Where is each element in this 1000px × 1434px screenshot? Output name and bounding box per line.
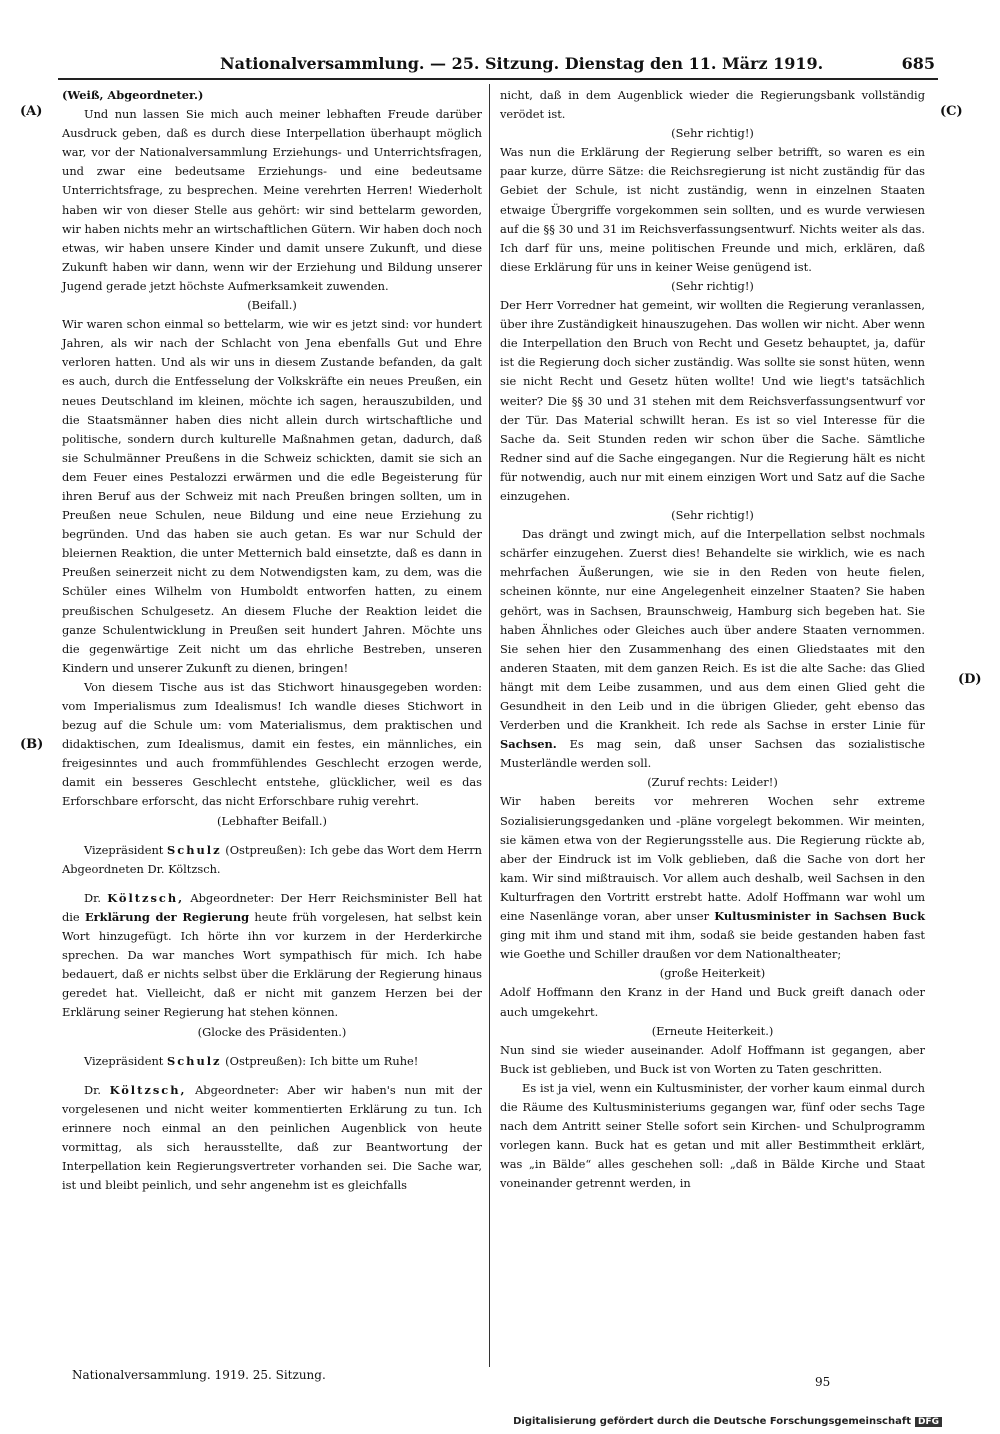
header-rule — [58, 78, 938, 80]
emphasis-text: Kultusminister in Sachsen Buck — [714, 909, 925, 924]
reaction: (Sehr richtig!) — [671, 126, 754, 141]
paragraph: Wir waren schon einmal so bettelarm, wie wir es jetzt sind: vor hundert Jahren, als wir nach der Schlacht von Jena ebenfalls Gut und Ehre verloren hatten. Und als wir uns in diesem Zustande befanden, da galt es auch, durch die Entfesselung der Volkskräfte ein neues Preußen, ein neues Deutschland im kleinen, möchte ich sagen, herauszubilden, und die Staatsmänner haben dies nicht allein durch wirtschaftliche und politische, sondern durch kulturelle Maßnahmen getan, dadurch, daß sie Schulmänner Preußens in die Schweiz schickten, damit sie sich an dem Feuer eines Pestalozzi erwärmen und die edle Begeisterung für ihren Beruf aus der Schweiz mit nach Preußen bringen sollten, um in Preußen neue Schulen, neue Bildung und eine neue Erziehung zu begründen. Und das haben sie auch getan. Es war nur Schuld der bleiernen Reaktion, die unter Metternich bald einsetzte, daß es dann in Preußen seinerzeit nicht zu dem Notwendigsten kam, zu dem, was die Schüler eines Wilhelm von Humboldt entworfen hatten, zu einem preußischen Schulgesetz. An diesem Fluche der Reaktion leidet die ganze Schulentwicklung in Preußen seit hundert Jahren. Möchte uns die gegenwärtige Zeit nicht um das ehrliche Bestreben, unseren Kindern und unserer Zukunft zu dienen, bringen! — [62, 317, 482, 675]
emphasis-text: Erklärung der Regierung — [85, 909, 250, 924]
paragraph-text: Das drängt und zwingt mich, auf die Interpellation selbst nochmals schärfer einzugehen. Zuerst dies! Behandelte sie wirklich, wie es nach mehrfachen Äußerungen, wie sie in den Reden von heute fielen, scheinen könnte, nur eine Angelegenheit einzelner Staaten? Sie haben gehört, was in Sachsen, Braunschweig, Hamburg sich begeben hat. Sie haben Ähnliches oder Gleiches auch über andere Staaten vernommen. Sie sehen hier den Zusammenhang des einen Gliedstaates mit den anderen Staaten, mit dem ganzen Reich. Es ist die alte Sache: das Glied hängt mit dem Leibe zusammen, und aus dem einen Glied geht die Gesundheit in den Leib und in die übrigen Glieder, geht ebenso das Verderben und die Krankheit. Ich rede als Sachse in erster Linie für — [500, 527, 925, 733]
speaker-text: Abgeordneter: Der Herr Reichsminister Bell hat die — [62, 890, 483, 924]
paragraph: Adolf Hoffmann den Kranz in der Hand und Buck greift danach oder auch umgekehrt. — [500, 985, 925, 1019]
reaction: (Glocke des Präsidenten.) — [197, 1024, 347, 1039]
paragraph: Was nun die Erklärung der Regierung selber betrifft, so waren es ein paar kurze, dürre Sätze: die Reichsregierung ist nicht zuständig für das Gebiet der Schule, ist nicht zuständig, wenn in einzelnen Staaten etwaige Übergriffe vorgekommen sein sollten, und es wurde verwiesen auf die §§ 30 und 31 im Reichsverfassungsentwurf. Nichts weiter als das. Ich darf für uns, meine politischen Freunde und mich, erklären, daß diese Erklärung für uns in keiner Weise genügend ist. — [500, 145, 925, 274]
column-separator — [489, 84, 490, 1367]
speaker-name: Schulz — [167, 842, 222, 857]
speaker-turn — [62, 1081, 482, 1196]
speaker-title: Vizepräsident — [84, 1053, 164, 1068]
margin-mark-c: (C) — [940, 104, 963, 119]
speaker-turn — [62, 841, 482, 879]
reaction: (Sehr richtig!) — [671, 508, 754, 523]
footer-issue-line: Nationalversammlung. 1919. 25. Sitzung. — [72, 1368, 326, 1382]
speaker-title: Dr. — [84, 890, 101, 905]
paragraph-text: ging mit ihm und stand mit ihm, sodaß sie beide gestanden haben fast wie Goethe und Schiller draußen vor dem Nationaltheater; — [500, 928, 925, 962]
speaker-name: Schulz — [167, 1053, 222, 1068]
reaction: (Zuruf rechts: Leider!) — [647, 775, 778, 790]
speaker-header: (Weiß, Abgeordneter.) — [62, 88, 204, 102]
speaker-text: (Ostpreußen): Ich gebe das Wort dem Herrn Abgeordneten Dr. Költzsch. — [62, 842, 482, 876]
speaker-text: heute früh vorgelesen, hat selbst kein Wort hinzugefügt. Ich hörte ihn vor kurzem in der Herderkirche sprechen. Da war manches Wort sympathisch für mich. Ich habe bedauert, daß er nichts selbst über die Erklärung der Regierung hinaus geredet hat. Vielleicht, daß er nicht mit ganzem Herzen bei der Erklärung seiner Regierung hat stehen können. — [62, 909, 482, 1020]
speaker-name: Költzsch, — [107, 890, 185, 905]
speaker-title: Vizepräsident — [84, 842, 164, 857]
paragraph: Der Herr Vorredner hat gemeint, wir wollten die Regierung veranlassen, über ihre Zuständigkeit hinauszugehen. Das wollen wir nicht. Aber wenn die Interpellation den Bruch von Recht und Gesetz behauptet, ja, dafür ist die Regierung doch sicher zuständig. Was sollte sie sonst hüten, wenn sie nicht Recht und Gesetz hüten wollte! Und wie liegt's tatsächlich weiter? Die §§ 30 und 31 stehen mit dem Reichsverfassungsentwurf vor der Tür. Das Material schwillt heran. Es ist so viel Interesse für die Sache da. Seit Stunden reden wir schon über die Sache. Sämtliche Redner sind auf die Sache eingegangen. Nur die Regierung hält es nicht für notwendig, auch nur mit einem einzigen Wort und Satz auf die Sache einzugehen. — [500, 298, 925, 503]
right-column — [500, 86, 925, 1193]
speaker-name: Költzsch, — [109, 1082, 187, 1097]
paragraph: Es ist ja viel, wenn ein Kultusminister, der vorher kaum einmal durch die Räume des Kultusministeriums gegangen war, fünf oder sechs Tage nach dem Antritt seiner Stelle sofort sein Kirchen- und Schulprogramm vorlegen kann. Buck hat es getan und mit aller Bestimmtheit erklärt, was „in Bälde“ alles geschehen soll: „daß in Bälde Kirche und Staat voneinander getrennt werden, in — [500, 1080, 925, 1191]
paragraph: nicht, daß in dem Augenblick wieder die Regierungsbank vollständig verödet ist. — [500, 88, 925, 122]
paragraph: Und nun lassen Sie mich auch meiner lebhaften Freude darüber Ausdruck geben, daß es durch diese Interpellation überhaupt möglich war, vor der Nationalversammlung Erziehungs- und Unterrichtsfragen, und zwar eine bedeutsame Erziehungs- und eine bedeutsame Unterrichtsfrage, zu besprechen. Meine verehrten Herren! Wiederholt haben wir von dieser Stelle aus gehört: wir sind bettelarm geworden, wir haben nichts mehr an wirtschaftlichen Gütern. Wir haben doch noch etwas, wir haben unsere Kinder und damit unsere Zukunft, und diese Zukunft haben wir dann, wenn wir der Erziehung und Bildung unserer Jugend gerade jetzt höchste Aufmerksamkeit zuwenden. — [62, 107, 482, 293]
emphasis-text: Sachsen. — [500, 737, 557, 752]
paragraph: Nun sind sie wieder auseinander. Adolf Hoffmann ist gegangen, aber Buck ist geblieben, und Buck ist von Worten zu Taten geschritten. — [500, 1042, 925, 1076]
reaction: (Sehr richtig!) — [671, 278, 754, 293]
digitization-credit — [513, 1416, 942, 1427]
margin-mark-b: (B) — [20, 737, 44, 752]
reaction: (Lebhafter Beifall.) — [217, 813, 327, 828]
reaction: (Beifall.) — [247, 298, 297, 313]
paragraph-text: Wir haben bereits vor mehreren Wochen sehr extreme Sozialisierungsgedanken und -pläne vorgelegt bekommen. Wir meinten, sie kämen etwa von der Regierungsstelle aus. Die Regierung rückte ab, aber der Eindruck ist im Volk geblieben, daß die Sache von dort her kam. Wir sind mißtrauisch. Vor allem auch deshalb, weil Sachsen in den Kulturfragen den Vortritt erstrebt hatte. Adolf Hoffmann war wohl um eine Nasenlänge voran, aber unser — [500, 794, 925, 924]
speaker-text: Abgeordneter: Aber wir haben's nun mit der vorgelesenen und nicht weiter kommentierten Erklärung zu tun. Ich erinnere noch einmal an den peinlichen Augenblick von heute vormittag, als sich herausstellte, daß zur Beantwortung der Interpellation kein Regierungsvertreter vorhanden sei. Die Sache war, ist und bleibt peinlich, und sehr angenehm ist es gleichfalls — [62, 1082, 483, 1193]
margin-mark-a: (A) — [20, 104, 43, 119]
speaker-title: Dr. — [84, 1082, 101, 1097]
speaker-turn — [62, 1052, 482, 1071]
page-number: 685 — [901, 54, 935, 73]
margin-mark-d: (D) — [958, 672, 982, 687]
reaction: (große Heiterkeit) — [659, 966, 766, 981]
speaker-turn — [62, 889, 482, 1023]
speaker-text: (Ostpreußen): Ich bitte um Ruhe! — [225, 1053, 419, 1068]
footer-sheet-number: 95 — [815, 1375, 831, 1389]
paragraph: Von diesem Tische aus ist das Stichwort hinausgegeben worden: vom Imperialismus zum Idealismus! Ich wandle dieses Stichwort in bezug auf die Schule um: vom Materialismus, dem praktischen und didaktischen, zum Idealismus, damit ein festes, ein männliches, ein freigesinntes und auch frommfühlendes Geschlecht erzogen werde, damit ein besseres Geschlecht entstehe, glücklicher, weil es das Erforschbare erforscht, das nicht Erforschbare ruhig verehrt. — [62, 679, 482, 809]
reaction: (Erneute Heiterkeit.) — [651, 1023, 774, 1038]
header-title: Nationalversammlung. — 25. Sitzung. Dienstag den 11. März 1919. — [220, 54, 824, 73]
dfg-logo: DFG — [915, 1417, 942, 1427]
paragraph-text: Es mag sein, daß unser Sachsen das sozialistische Musterländle werden soll. — [500, 737, 925, 771]
paragraph — [500, 525, 925, 773]
credit-text: Digitalisierung gefördert durch die Deutsche Forschungsgemeinschaft — [513, 1416, 911, 1427]
left-column — [62, 86, 482, 1195]
page-header — [220, 54, 935, 76]
paragraph — [500, 792, 925, 964]
